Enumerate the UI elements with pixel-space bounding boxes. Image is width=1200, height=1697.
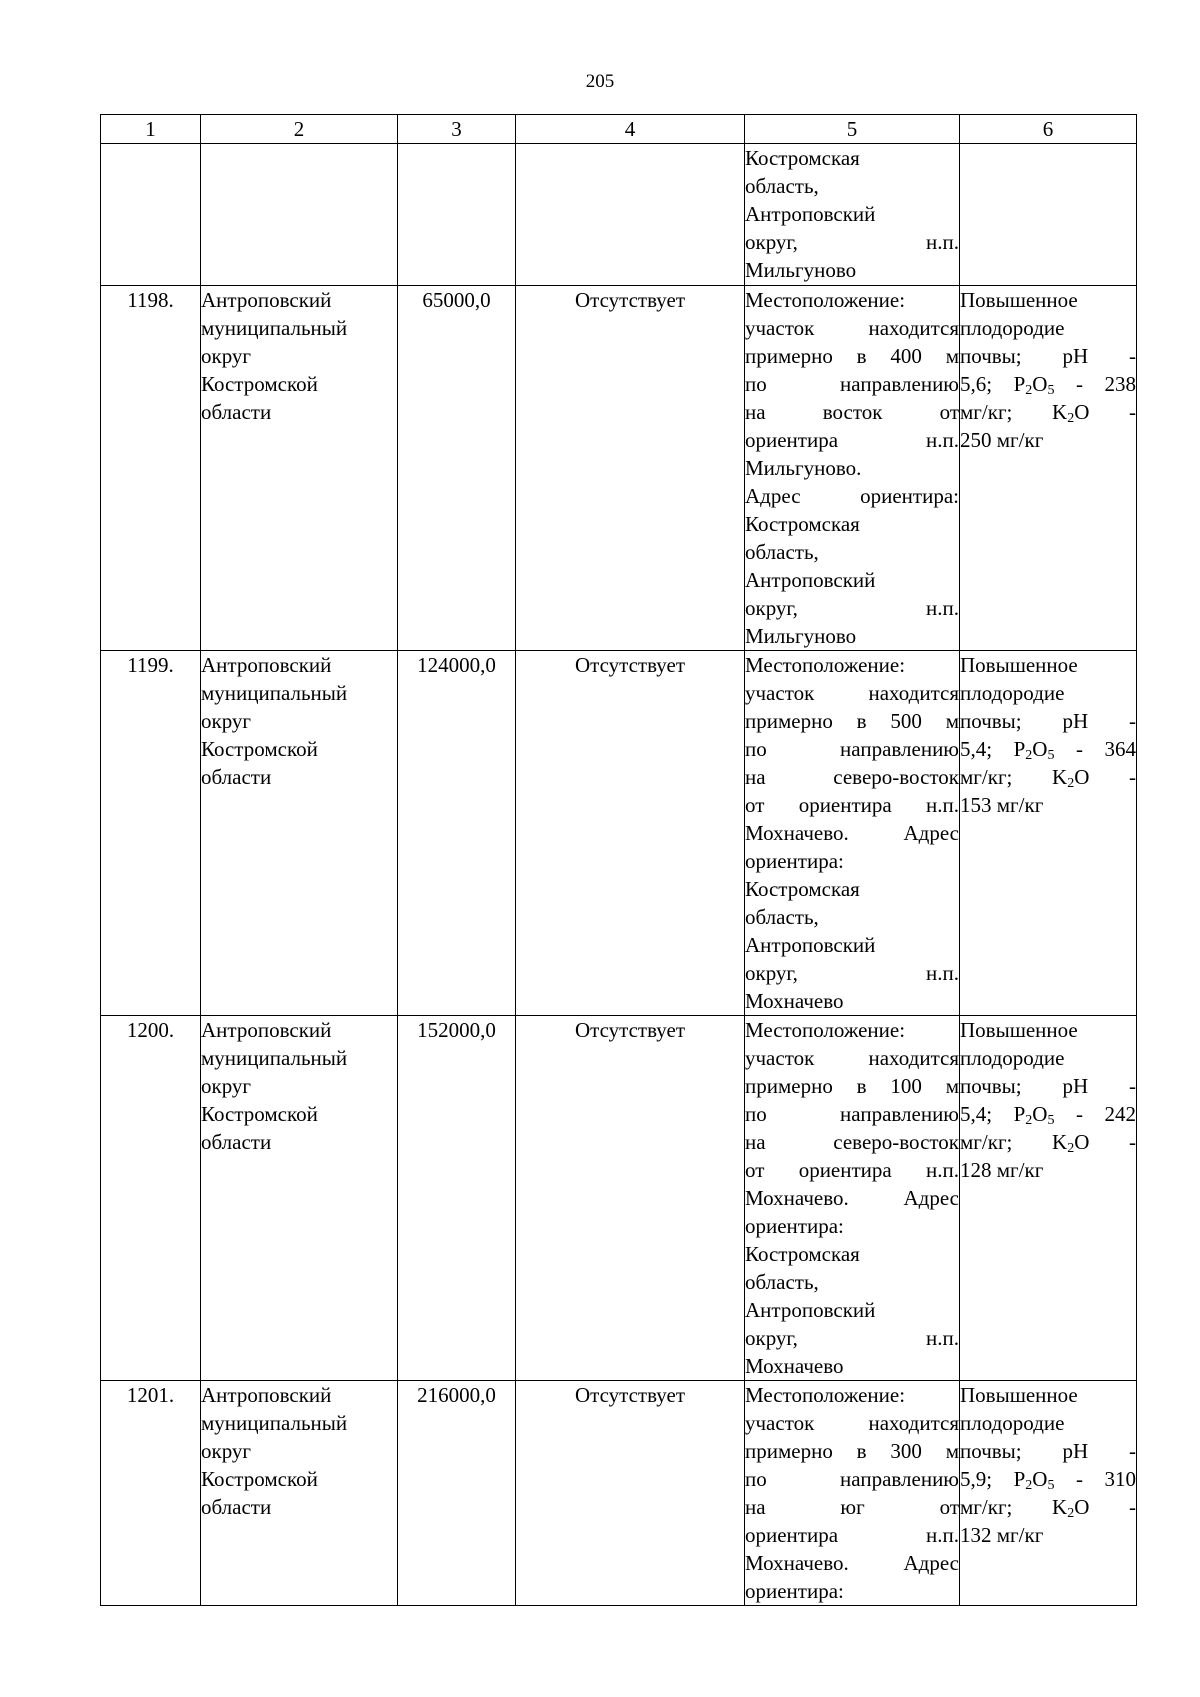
- cell-word: Адрес: [903, 1551, 959, 1575]
- cell-word: м: [945, 344, 959, 368]
- cell-line: [745, 959, 959, 987]
- cell-word: Мильгуново: [745, 624, 857, 648]
- cell-word: по: [745, 372, 767, 396]
- continuation-encumbrance-cell: [516, 144, 745, 286]
- soil-line: плодородие: [960, 316, 1065, 340]
- cell-word: Костромская: [745, 146, 860, 170]
- ph-value: 5,9;: [960, 1467, 993, 1491]
- soil-cell: [960, 286, 1137, 651]
- row-number: 1200.: [101, 1016, 201, 1381]
- cell-word: Мильгуново.: [745, 456, 862, 480]
- cell-line: [745, 875, 959, 903]
- cell-word: округ,: [745, 1326, 798, 1350]
- cell-word: ориентира: [745, 428, 839, 452]
- cell-line: [745, 1156, 959, 1184]
- column-header-4: 4: [516, 115, 745, 144]
- cell-line: [745, 819, 959, 847]
- cell-word: н.п.: [926, 1326, 959, 1350]
- k2o-value: 128 мг/кг: [960, 1158, 1044, 1182]
- cell-line: [745, 200, 959, 228]
- cell-line: [745, 735, 959, 763]
- p2o5-formula: $P_2O_5$: [1013, 372, 1055, 398]
- cell-word: Адрес: [903, 1186, 959, 1210]
- cell-word: северо-восток: [833, 765, 959, 789]
- soil-line: [960, 735, 1136, 763]
- municipality-cell: [201, 651, 398, 1016]
- cell-line: округ: [201, 709, 252, 733]
- cell-word: н.п.: [926, 793, 959, 817]
- cell-word: участок: [745, 1046, 815, 1070]
- cell-line: [745, 1128, 959, 1156]
- soil-line: [960, 1437, 1136, 1465]
- cell-line: [745, 566, 959, 594]
- cell-word: юг: [840, 1495, 865, 1519]
- cell-word: направлению: [840, 372, 959, 396]
- location-cell: [745, 286, 960, 651]
- location-cell: [745, 1381, 960, 1606]
- soil-dash: -: [1128, 400, 1136, 424]
- cell-word: на: [745, 765, 766, 789]
- k2o-formula: $K_2O$: [1052, 765, 1090, 791]
- ph-value: 5,6;: [960, 372, 993, 396]
- cell-line: Антроповский: [201, 653, 332, 677]
- cell-word: область,: [745, 174, 819, 198]
- cell-line: [745, 314, 959, 342]
- cell-word: Мильгуново: [745, 258, 857, 282]
- cell-word: Мохначево.: [745, 1186, 849, 1210]
- cell-word: Антроповский: [745, 202, 876, 226]
- p2o5-formula: $P_2O_5$: [1013, 1467, 1055, 1493]
- cell-word: Мохначево.: [745, 1551, 849, 1575]
- continuation-location-cell: [745, 144, 960, 286]
- cell-word: на: [745, 1495, 766, 1519]
- cell-word: по: [745, 1102, 767, 1126]
- soil-dash: -: [1128, 1130, 1136, 1154]
- soil-word: -: [1128, 1439, 1136, 1463]
- soil-line: [960, 707, 1136, 735]
- continuation-number-cell: [101, 144, 201, 286]
- cell-line: округ: [201, 1074, 252, 1098]
- cell-line: муниципальный: [201, 316, 348, 340]
- location-cell: [745, 1016, 960, 1381]
- soil-line: плодородие: [960, 1046, 1065, 1070]
- cell-line: области: [201, 400, 272, 424]
- cell-line: области: [201, 765, 272, 789]
- area-value: 65000,0: [398, 286, 516, 651]
- soil-line: плодородие: [960, 681, 1065, 705]
- soil-word: pH: [1062, 1074, 1089, 1098]
- municipality-cell: [201, 1381, 398, 1606]
- soil-line: [960, 1128, 1136, 1156]
- continuation-org-cell: [201, 144, 398, 286]
- cell-word: по: [745, 737, 767, 761]
- soil-word: pH: [1062, 344, 1089, 368]
- cell-word: находится: [868, 681, 959, 705]
- soil-dash: -: [1075, 372, 1083, 396]
- cell-word: н.п.: [926, 961, 959, 985]
- soil-line: [960, 763, 1136, 791]
- cell-word: ориентира:: [860, 484, 959, 508]
- soil-word: почвы;: [960, 1439, 1022, 1463]
- page-number: 205: [585, 71, 615, 92]
- area-value: 152000,0: [398, 1016, 516, 1381]
- cell-word: Мохначево: [745, 989, 844, 1013]
- cell-line: [745, 707, 959, 735]
- unit-text: мг/кг;: [960, 765, 1013, 789]
- cell-line: [745, 426, 959, 454]
- soil-dash: -: [1128, 765, 1136, 789]
- cell-line: округ: [201, 344, 252, 368]
- cell-word: Антроповский: [745, 1298, 876, 1322]
- soil-line: [960, 1493, 1136, 1521]
- unit-text: мг/кг;: [960, 1495, 1013, 1519]
- cell-line: [745, 342, 959, 370]
- soil-dash: -: [1075, 1102, 1083, 1126]
- cell-line: [745, 1549, 959, 1577]
- soil-line: [960, 1465, 1136, 1493]
- cell-line: [745, 847, 959, 875]
- cell-line: округ: [201, 1439, 252, 1463]
- column-header-2: 2: [201, 115, 398, 144]
- cell-line: [745, 763, 959, 791]
- cell-word: н.п.: [926, 1523, 959, 1547]
- cell-line: [745, 1352, 959, 1380]
- cell-word: в: [856, 1074, 867, 1098]
- soil-line: [960, 370, 1136, 398]
- soil-line: [960, 398, 1136, 426]
- cell-word: область,: [745, 540, 819, 564]
- cell-word: округ,: [745, 961, 798, 985]
- cell-word: ориентира:: [745, 849, 844, 873]
- cell-word: в: [856, 709, 867, 733]
- cell-line: Костромской: [201, 1467, 318, 1491]
- cell-word: н.п.: [926, 428, 959, 452]
- soil-line: [960, 1072, 1136, 1100]
- encumbrance-value: Отсутствует: [516, 1016, 745, 1381]
- cell-line: [745, 1268, 959, 1296]
- cell-word: 500: [890, 709, 922, 733]
- cell-word: направлению: [840, 1102, 959, 1126]
- cell-word: участок: [745, 316, 815, 340]
- cell-line: [745, 538, 959, 566]
- unit-text: мг/кг;: [960, 400, 1013, 424]
- cell-line: [745, 622, 959, 650]
- cell-word: область,: [745, 905, 819, 929]
- cell-word: направлению: [840, 737, 959, 761]
- cell-line: Костромской: [201, 372, 318, 396]
- soil-word: почвы;: [960, 1074, 1022, 1098]
- cell-line: [745, 510, 959, 538]
- cell-word: Адрес: [745, 484, 801, 508]
- p2o5-value: 238: [1104, 372, 1136, 396]
- cell-word: Антроповский: [745, 568, 876, 592]
- cell-word: Мохначево: [745, 1354, 844, 1378]
- area-value: 124000,0: [398, 651, 516, 1016]
- soil-word: -: [1128, 344, 1136, 368]
- soil-line: [960, 342, 1136, 370]
- cell-line: [745, 398, 959, 426]
- table-row: [101, 1016, 1137, 1381]
- continuation-area-cell: [398, 144, 516, 286]
- cell-word: в: [856, 1439, 867, 1463]
- soil-line: плодородие: [960, 1411, 1065, 1435]
- table-row: [101, 1381, 1137, 1606]
- ph-value: 5,4;: [960, 1102, 993, 1126]
- cell-word: Местоположение:: [745, 1383, 906, 1407]
- encumbrance-value: Отсутствует: [516, 1381, 745, 1606]
- cell-word: направлению: [840, 1467, 959, 1491]
- cell-line: [745, 482, 959, 510]
- cell-line: муниципальный: [201, 1046, 348, 1070]
- cell-line: [745, 987, 959, 1015]
- soil-word: -: [1128, 709, 1136, 733]
- cell-word: Адрес: [903, 821, 959, 845]
- cell-word: 100: [890, 1074, 922, 1098]
- cell-word: находится: [868, 1411, 959, 1435]
- k2o-formula: $K_2O$: [1052, 1130, 1090, 1156]
- cell-word: Костромская: [745, 512, 860, 536]
- column-header-3: 3: [398, 115, 516, 144]
- k2o-formula: $K_2O$: [1052, 1495, 1090, 1521]
- cell-word: н.п.: [926, 596, 959, 620]
- cell-word: северо-восток: [833, 1130, 959, 1154]
- cell-word: примерно: [745, 1439, 833, 1463]
- cell-line: [745, 370, 959, 398]
- soil-word: pH: [1062, 709, 1089, 733]
- soil-word: почвы;: [960, 709, 1022, 733]
- continuation-row: [101, 144, 1137, 286]
- cell-line: [745, 256, 959, 284]
- cell-line: муниципальный: [201, 681, 348, 705]
- cell-line: [745, 1100, 959, 1128]
- soil-line: Повышенное: [960, 653, 1078, 677]
- cell-line: [745, 1296, 959, 1324]
- cell-line: [745, 1324, 959, 1352]
- soil-word: pH: [1062, 1439, 1089, 1463]
- cell-line: [745, 651, 959, 679]
- cell-line: [745, 594, 959, 622]
- cell-word: ориентира: [798, 1158, 892, 1182]
- unit-text: мг/кг;: [960, 1130, 1013, 1154]
- cell-line: [745, 679, 959, 707]
- cell-line: [745, 1044, 959, 1072]
- p2o5-formula: $P_2O_5$: [1013, 737, 1055, 763]
- cell-word: на: [745, 400, 766, 424]
- k2o-value: 132 мг/кг: [960, 1523, 1044, 1547]
- cell-line: [745, 931, 959, 959]
- cell-word: участок: [745, 681, 815, 705]
- cell-word: м: [945, 1439, 959, 1463]
- cell-line: [745, 903, 959, 931]
- area-value: 216000,0: [398, 1381, 516, 1606]
- cell-word: 400: [890, 344, 922, 368]
- cell-word: н.п.: [926, 1158, 959, 1182]
- cell-line: Антроповский: [201, 1018, 332, 1042]
- cell-line: [745, 286, 959, 314]
- cell-line: [745, 1465, 959, 1493]
- municipality-cell: [201, 286, 398, 651]
- p2o5-value: 364: [1104, 737, 1136, 761]
- ph-value: 5,4;: [960, 737, 993, 761]
- cell-word: восток: [822, 400, 883, 424]
- cell-line: [745, 144, 959, 172]
- table-row: [101, 286, 1137, 651]
- location-cell: [745, 651, 960, 1016]
- cell-line: [745, 1521, 959, 1549]
- cell-word: область,: [745, 1270, 819, 1294]
- cell-line: [745, 1072, 959, 1100]
- cell-word: в: [856, 344, 867, 368]
- cell-word: ориентира:: [745, 1579, 844, 1603]
- cell-line: Антроповский: [201, 288, 332, 312]
- cell-word: находится: [868, 316, 959, 340]
- soil-dash: -: [1075, 737, 1083, 761]
- p2o5-formula: $P_2O_5$: [1013, 1102, 1055, 1128]
- municipality-cell: [201, 1016, 398, 1381]
- cell-word: Мохначево.: [745, 821, 849, 845]
- cell-line: [745, 228, 959, 256]
- soil-line: Повышенное: [960, 1018, 1078, 1042]
- cell-word: на: [745, 1130, 766, 1154]
- cell-word: Местоположение:: [745, 1018, 906, 1042]
- cell-line: Антроповский: [201, 1383, 332, 1407]
- cell-line: [745, 1409, 959, 1437]
- k2o-value: 250 мг/кг: [960, 428, 1044, 452]
- soil-dash: -: [1075, 1467, 1083, 1491]
- cell-line: области: [201, 1495, 272, 1519]
- k2o-formula: $K_2O$: [1052, 400, 1090, 426]
- cell-word: 300: [890, 1439, 922, 1463]
- cell-line: [745, 172, 959, 200]
- cell-word: от: [939, 1495, 959, 1519]
- p2o5-value: 242: [1104, 1102, 1136, 1126]
- cell-word: находится: [868, 1046, 959, 1070]
- cell-word: Местоположение:: [745, 288, 906, 312]
- soil-dash: -: [1128, 1495, 1136, 1519]
- cell-line: области: [201, 1130, 272, 1154]
- soil-line: Повышенное: [960, 1383, 1078, 1407]
- cell-line: [745, 1212, 959, 1240]
- row-number: 1198.: [101, 286, 201, 651]
- p2o5-value: 310: [1104, 1467, 1136, 1491]
- cell-word: Антроповский: [745, 933, 876, 957]
- cell-word: м: [945, 1074, 959, 1098]
- row-number: 1199.: [101, 651, 201, 1016]
- column-header-1: 1: [101, 115, 201, 144]
- cell-line: [745, 791, 959, 819]
- cell-word: Костромская: [745, 1242, 860, 1266]
- cell-line: Костромской: [201, 737, 318, 761]
- cell-line: [745, 1437, 959, 1465]
- cell-word: от: [745, 1158, 765, 1182]
- cell-word: округ,: [745, 230, 798, 254]
- encumbrance-value: Отсутствует: [516, 651, 745, 1016]
- cell-line: [745, 1016, 959, 1044]
- cell-line: [745, 1381, 959, 1409]
- soil-line: [960, 1100, 1136, 1128]
- cell-line: [745, 1240, 959, 1268]
- row-number: 1201.: [101, 1381, 201, 1606]
- cell-word: Местоположение:: [745, 653, 906, 677]
- continuation-soil-cell: [960, 144, 1137, 286]
- cell-word: примерно: [745, 344, 833, 368]
- soil-cell: [960, 651, 1137, 1016]
- cell-line: [745, 454, 959, 482]
- table-row: [101, 651, 1137, 1016]
- soil-cell: [960, 1016, 1137, 1381]
- cell-word: ориентира:: [745, 1214, 844, 1238]
- column-header-6: 6: [960, 115, 1137, 144]
- cell-word: Костромская: [745, 877, 860, 901]
- cell-word: участок: [745, 1411, 815, 1435]
- cell-line: муниципальный: [201, 1411, 348, 1435]
- soil-word: -: [1128, 1074, 1136, 1098]
- soil-line: Повышенное: [960, 288, 1078, 312]
- soil-cell: [960, 1381, 1137, 1606]
- cell-word: от: [939, 400, 959, 424]
- cell-line: [745, 1493, 959, 1521]
- cell-word: ориентира: [745, 1523, 839, 1547]
- cell-word: ориентира: [798, 793, 892, 817]
- cell-word: примерно: [745, 709, 833, 733]
- encumbrance-value: Отсутствует: [516, 286, 745, 651]
- column-header-5: 5: [745, 115, 960, 144]
- land-plots-table: [100, 114, 1137, 1606]
- cell-word: примерно: [745, 1074, 833, 1098]
- cell-word: м: [945, 709, 959, 733]
- soil-word: почвы;: [960, 344, 1022, 368]
- column-number-header-row: [101, 115, 1137, 144]
- cell-line: [745, 1577, 959, 1605]
- cell-word: по: [745, 1467, 767, 1491]
- cell-line: Костромской: [201, 1102, 318, 1126]
- cell-word: от: [745, 793, 765, 817]
- k2o-value: 153 мг/кг: [960, 793, 1044, 817]
- cell-word: округ,: [745, 596, 798, 620]
- cell-line: [745, 1184, 959, 1212]
- cell-word: н.п.: [926, 230, 959, 254]
